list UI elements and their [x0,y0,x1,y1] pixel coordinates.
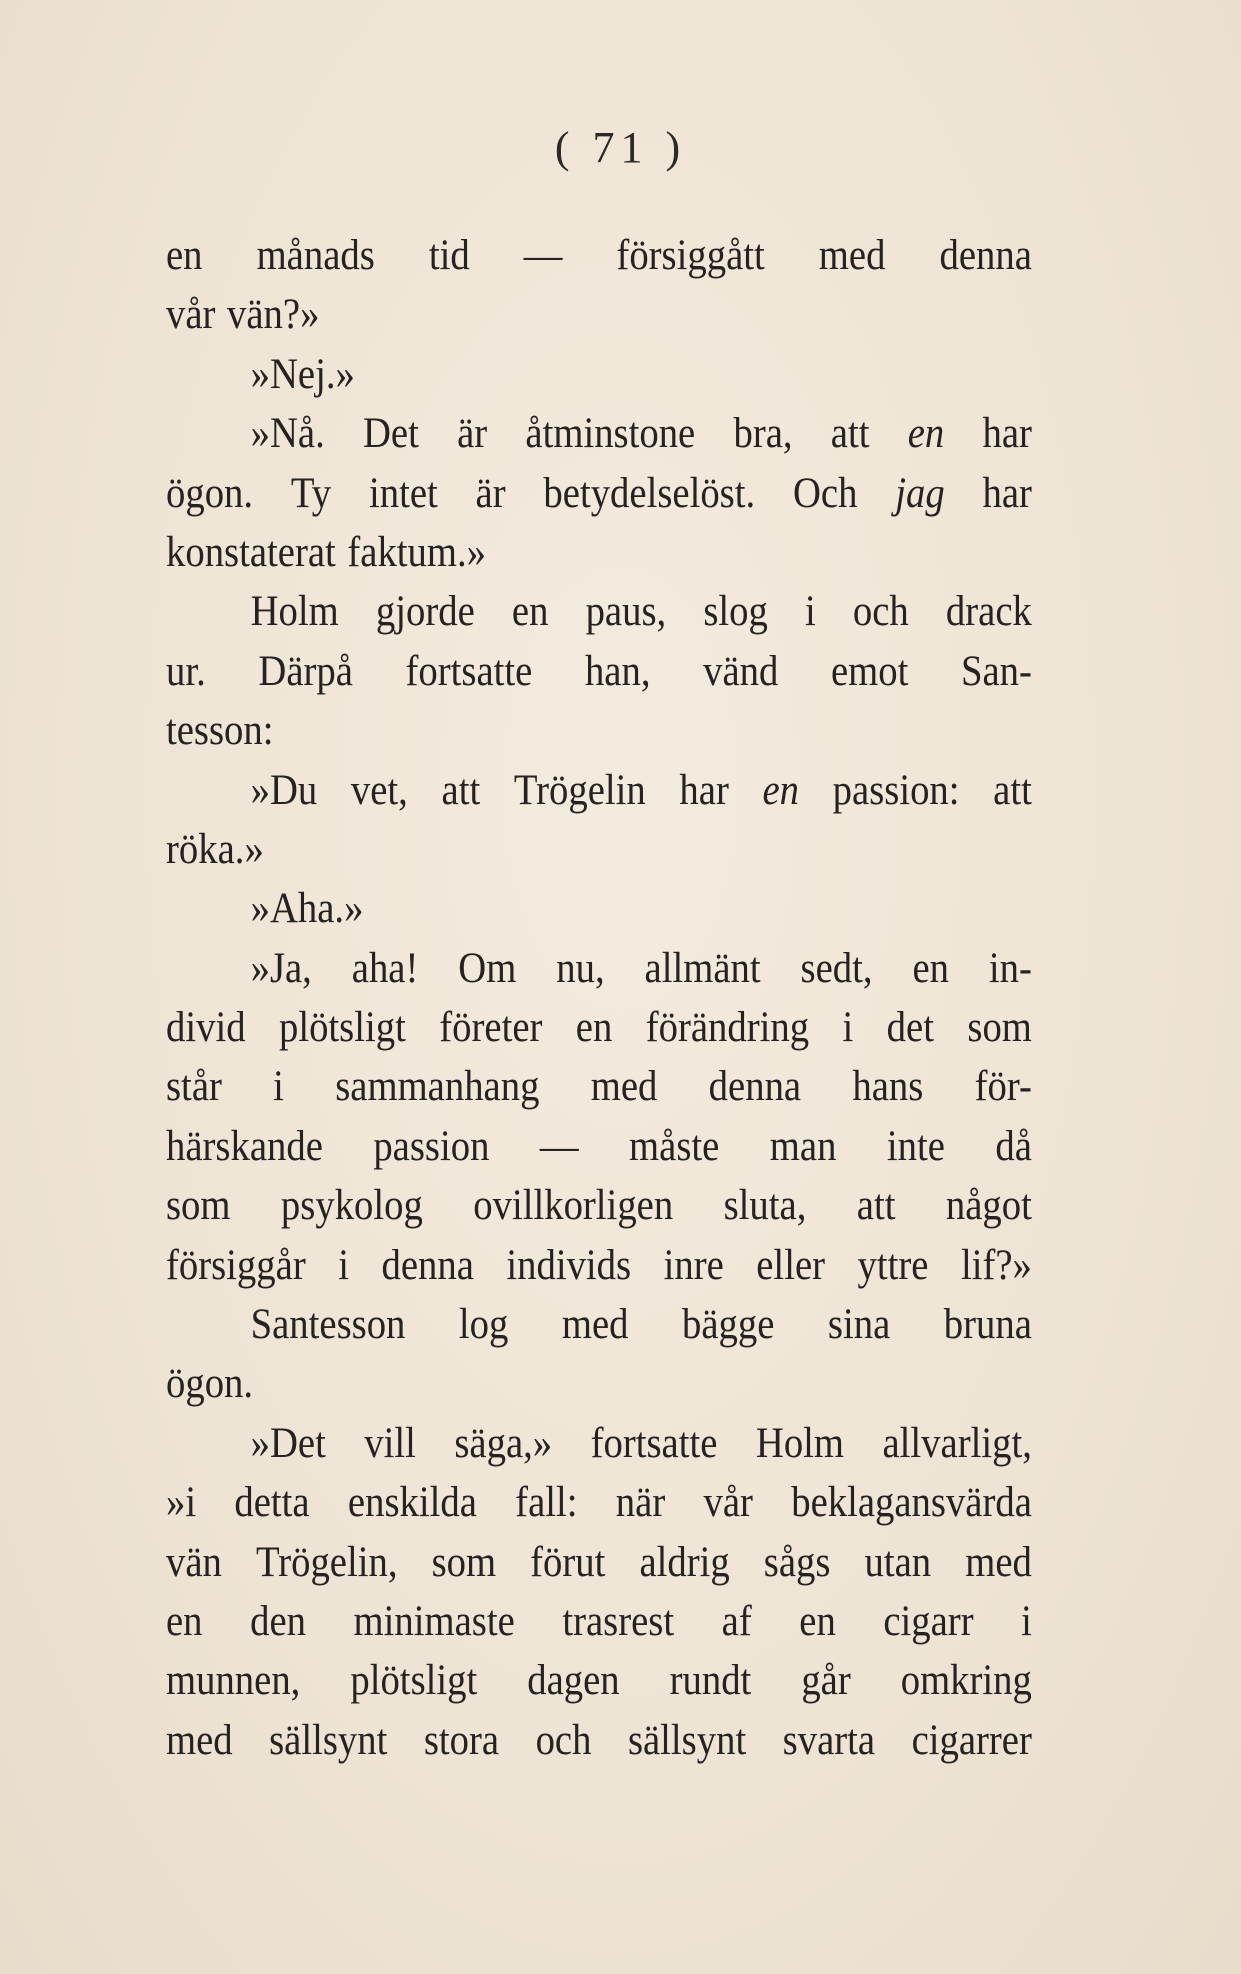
word: att [993,766,1032,814]
word: en [511,588,549,636]
word: en [912,944,949,992]
word: beklagansvärda [791,1479,1032,1527]
text-line [166,1414,1032,1473]
text-line [166,1354,1032,1413]
word: hans [852,1063,924,1111]
word: svarta [782,1716,876,1764]
word: att [830,410,870,458]
word: Santesson [250,1301,406,1349]
word: sällsynt [269,1716,388,1764]
word: bägge [682,1301,775,1349]
word: en [575,1004,613,1052]
word: aldrig [639,1538,730,1586]
word: passion [373,1122,490,1170]
word: rundt [669,1657,752,1705]
word: med [166,1716,233,1764]
word: »i [166,1479,197,1527]
word: som [431,1538,497,1586]
text-line [166,820,1032,879]
word: att [441,766,481,814]
word: vän [166,1538,222,1586]
word: en [166,232,203,279]
word: Och [792,469,858,517]
word: Därpå [258,647,353,695]
text-line [166,998,1032,1057]
text-line [166,345,1032,404]
text-line [166,404,1032,463]
word: denna [381,1241,474,1289]
word: sina [827,1301,891,1349]
word: måste [629,1122,720,1170]
word: psykolog [280,1182,423,1230]
word: fortsatte [590,1419,718,1467]
word: den [250,1597,306,1645]
word: allvarligt, [882,1419,1032,1467]
text-line [166,1651,1032,1710]
word: Trögelin [513,766,646,814]
text-line [166,582,1032,641]
word: det [886,1004,934,1052]
word: denna [708,1063,802,1111]
word: cigarr [883,1597,974,1645]
word: — [539,1122,579,1170]
word: sällsynt [627,1716,747,1764]
word: går [801,1657,851,1705]
word: enskilda [347,1479,477,1527]
word: härskande [166,1122,323,1170]
word: munnen, [166,1657,301,1705]
word: har [982,410,1032,458]
word: passion: [832,766,960,814]
text-line [166,1057,1032,1116]
word: är [475,469,506,517]
word: vet, [350,766,408,814]
word: slog [703,588,768,636]
word: Trögelin, [255,1538,398,1586]
word: och [852,588,909,636]
word: i [1021,1597,1032,1645]
text-line [166,1473,1032,1532]
word: faktum.» [347,528,487,576]
word: »Nå. [250,410,325,458]
word: dagen [527,1657,620,1705]
word: som [166,1182,231,1230]
word: konstaterat [166,528,336,576]
word: tesson: [166,707,274,755]
text-line [166,1236,1032,1295]
word: då [995,1122,1032,1170]
body-text [166,226,1032,1770]
word: individs [506,1241,632,1289]
word: med [818,232,886,279]
word: af [721,1597,752,1645]
page-number: ( 71 ) [554,123,687,172]
word: förändring [645,1004,810,1052]
word: i [842,1004,854,1052]
word: ovillkorligen [473,1182,674,1230]
word: tid [428,232,470,279]
word: stora [423,1716,500,1764]
word: plötsligt [278,1004,406,1052]
word: vill [364,1419,416,1467]
word: detta [234,1479,310,1527]
text-line [166,761,1032,820]
word: en [799,1597,836,1645]
word: Det [362,410,419,458]
word: »Du [250,766,318,814]
word: betydelselöst. [543,469,756,517]
word: »Ja, [250,944,312,992]
word: ögon. [166,469,254,517]
word: försiggått [616,232,765,279]
word: fall: [515,1479,578,1527]
word: Om [458,944,517,992]
word: inte [886,1122,945,1170]
word: cigarrer [911,1716,1032,1764]
word: paus, [585,588,667,636]
word: och [535,1716,592,1764]
word: vår [703,1479,753,1527]
word: har [982,469,1032,517]
word: Ty [290,469,332,517]
word: eller [756,1241,826,1289]
word: är [457,410,488,458]
text-line [166,1533,1032,1592]
word: företer [439,1004,543,1052]
text-line [166,642,1032,701]
word: Holm [250,588,339,636]
word: har [679,766,729,814]
word: omkring [900,1657,1032,1705]
text-line [166,1295,1032,1354]
word: står [166,1063,222,1111]
word: bra, [733,410,793,458]
word: förut [530,1538,606,1586]
word: man [769,1122,837,1170]
word: lif?» [960,1241,1032,1289]
word: emot [830,647,909,695]
text-line [166,523,1032,582]
word: åtminstone [525,410,696,458]
word: San- [960,647,1032,695]
text-line [166,701,1032,760]
word: inre [663,1241,724,1289]
word: plötsligt [350,1657,478,1705]
word: »Det [250,1419,326,1467]
word: drack [945,588,1032,636]
word: vän?» [227,291,320,339]
word: »Nej.» [250,350,355,398]
word: divid [166,1004,246,1052]
word: röka.» [166,825,264,873]
word: månads [256,232,375,279]
word: i [273,1063,284,1111]
word: i [338,1241,349,1289]
word: aha! [351,944,419,992]
text-line [166,1592,1032,1651]
text-line [166,285,1032,344]
word: nu, [556,944,605,992]
word: för- [974,1063,1032,1111]
word: vänd [703,647,779,695]
word: som [967,1004,1032,1052]
word: »Aha.» [250,885,364,933]
word: en [166,1597,203,1645]
text-line [166,1117,1032,1176]
word: trasrest [562,1597,675,1645]
word: ögon. [166,1360,254,1408]
word: in- [988,944,1032,992]
word: log [458,1301,509,1349]
text-line [166,464,1032,523]
word: sågs [763,1538,831,1586]
word: en [907,410,945,458]
word: att [856,1182,896,1230]
word: denna [939,232,1032,279]
text-line [166,226,1032,285]
word: Holm [755,1419,845,1467]
word: med [561,1301,629,1349]
word: han, [584,647,651,695]
word: minimaste [353,1597,515,1645]
word: försiggår [166,1241,306,1289]
word: yttre [857,1241,929,1289]
word: med [590,1063,658,1111]
word: gjorde [375,588,475,636]
word: en [762,766,800,814]
word: sluta, [723,1182,807,1230]
word: intet [368,469,438,517]
word: något [945,1182,1032,1230]
text-line [166,879,1032,938]
word: — [523,232,563,279]
word: ur. [166,647,206,695]
word: i [805,588,816,636]
text-line [166,1711,1032,1770]
word: utan [864,1538,932,1586]
word: säga,» [454,1419,553,1467]
text-line [166,939,1032,998]
word: med [965,1538,1032,1586]
word: vår [166,291,216,339]
word: allmänt [644,944,761,992]
word: när [615,1479,666,1527]
word: fortsatte [405,647,533,695]
word: jag [895,469,945,517]
word: bruna [943,1301,1032,1349]
text-line [166,1176,1032,1235]
word: sammanhang [335,1063,540,1111]
word: sedt, [800,944,873,992]
